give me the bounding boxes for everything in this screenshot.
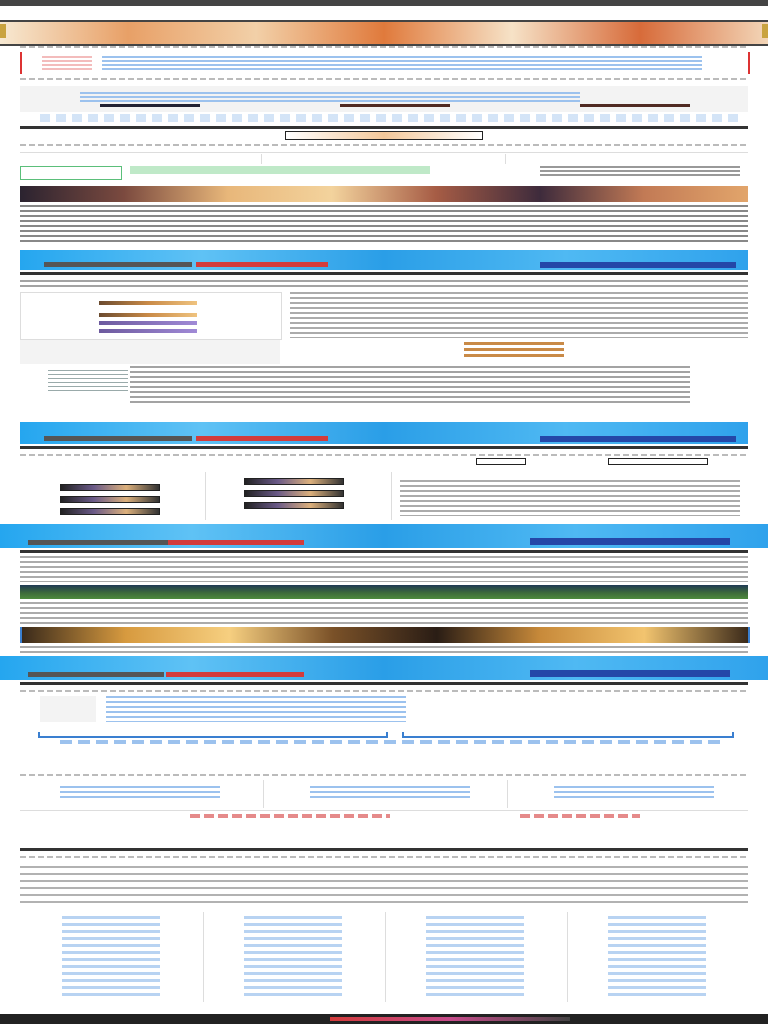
- dark-chip-2[interactable]: [340, 104, 450, 107]
- bracket-left: [38, 732, 388, 738]
- ad-banner-4[interactable]: [0, 656, 768, 680]
- stat-bar-orange-1: [99, 301, 197, 305]
- summary-subtext: [40, 114, 740, 122]
- thumb-1[interactable]: [60, 484, 160, 491]
- feature-banner: [20, 186, 748, 202]
- section-divider: [20, 682, 748, 685]
- stat-bar-orange-2: [99, 313, 197, 317]
- dark-chip-3[interactable]: [580, 104, 690, 107]
- chart-thumb: [48, 370, 128, 394]
- section-4-text: [20, 556, 748, 582]
- section-divider: [20, 272, 748, 275]
- section-divider: [20, 126, 748, 129]
- section-2-body: [290, 292, 748, 338]
- detail-panel: [20, 340, 280, 364]
- section-6: [20, 772, 748, 822]
- alert-box: [20, 52, 750, 74]
- ad-secondary-button[interactable]: [44, 436, 192, 441]
- ad-banner-1[interactable]: [20, 250, 748, 270]
- top-bar: [0, 0, 768, 6]
- section-3: [20, 452, 748, 522]
- stat-bar-purple-1: [99, 321, 197, 325]
- gold-banner: [20, 627, 750, 643]
- ad-primary-button[interactable]: [196, 436, 328, 441]
- info-strip: [20, 78, 748, 86]
- section-divider: [20, 446, 748, 449]
- stat-box-1[interactable]: [20, 166, 122, 180]
- ad-primary-button[interactable]: [196, 262, 328, 267]
- alert-lines: [102, 56, 702, 70]
- dark-chip-1[interactable]: [100, 104, 200, 107]
- section-divider: [20, 848, 748, 851]
- stat-bar-purple-2: [99, 329, 197, 333]
- footer-bar: [0, 1014, 768, 1024]
- detail-tags: [464, 342, 564, 360]
- thumb-2[interactable]: [60, 496, 160, 503]
- thumb-3[interactable]: [60, 508, 160, 515]
- body-paragraph-1: [20, 205, 748, 245]
- ad-banner-2[interactable]: [20, 422, 748, 444]
- section-5: [20, 688, 748, 748]
- thumb-4[interactable]: [244, 478, 344, 485]
- ad-secondary-button[interactable]: [28, 672, 164, 677]
- profile-card: [20, 292, 282, 340]
- thumb-6[interactable]: [244, 502, 344, 509]
- field-banner: [20, 585, 748, 599]
- thumb-top-2[interactable]: [608, 458, 708, 465]
- ad-primary-button[interactable]: [166, 672, 304, 677]
- section-4-text-2: [20, 602, 748, 624]
- nav-row: [20, 44, 748, 50]
- stat-bar-fill: [130, 166, 430, 174]
- section-divider: [20, 550, 748, 553]
- bracket-right: [402, 732, 734, 738]
- section-7: [20, 854, 748, 1004]
- section-2-desc: [20, 280, 748, 290]
- ad-secondary-button[interactable]: [44, 262, 192, 267]
- alert-label: [42, 56, 92, 70]
- right-gold-handle[interactable]: [762, 24, 768, 38]
- left-gold-handle[interactable]: [0, 24, 6, 38]
- table-1: [20, 142, 748, 182]
- thumb-5[interactable]: [244, 490, 344, 497]
- ad-primary-button[interactable]: [168, 540, 304, 545]
- ad-secondary-button[interactable]: [28, 540, 168, 545]
- hero-banner: [0, 20, 768, 46]
- thumb-top-1[interactable]: [476, 458, 526, 465]
- section-title-box: [285, 131, 483, 140]
- detail-panel-2: [20, 366, 748, 410]
- section-4-text-3: [20, 646, 748, 654]
- summary-panel: [20, 86, 748, 112]
- ad-banner-3[interactable]: [0, 524, 768, 548]
